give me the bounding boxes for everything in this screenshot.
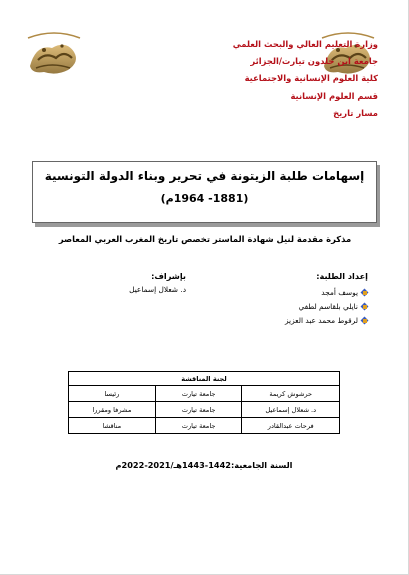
member-name: حرشوش كريمة <box>242 386 340 402</box>
member-role: رئيسا <box>69 386 156 402</box>
thesis-period: (1881- 1964م) <box>160 192 249 205</box>
student-name: يوسف أمجد <box>321 287 358 297</box>
table-row <box>69 418 340 434</box>
bullet-icon <box>361 289 368 296</box>
university-name: جامعة ابن خلدون تيارت/الجزائر <box>250 56 378 67</box>
university-logo-left <box>22 26 86 82</box>
student-item <box>248 285 368 299</box>
thesis-title: إسهامات طلبة الزيتونة في تحرير وبناء الدولة التونسية <box>44 169 365 183</box>
thesis-title-box <box>32 161 377 223</box>
academic-year: السنة الجامعية:1442-1443هـ/2021-2022م <box>115 460 293 470</box>
student-name: نايلي بلقاسم لطفي <box>298 301 358 311</box>
committee-table <box>68 371 340 434</box>
supervisor-heading: بإشراف: <box>151 271 186 281</box>
track-name: مسار تاريخ <box>333 107 378 118</box>
faculty-name: كلية العلوم الإنسانية والاجتماعية <box>244 73 378 84</box>
supervisor-section <box>86 271 186 294</box>
bullet-icon <box>361 317 368 324</box>
institution-header <box>198 36 378 122</box>
member-university: جامعة تيارت <box>155 418 242 434</box>
table-row <box>69 402 340 418</box>
students-section <box>248 271 368 327</box>
table-row <box>69 386 340 402</box>
member-name: فرحات عبدالقادر <box>242 418 340 434</box>
supervisor-name: د. شعلال إسماعيل <box>129 285 186 294</box>
member-role: مناقشا <box>69 418 156 434</box>
bullet-icon <box>361 303 368 310</box>
ministry-name: وزارة التعليم العالي والبحث العلمي <box>232 39 378 49</box>
committee-heading: لجنة المناقشة <box>69 372 340 386</box>
student-name: لرقوط محمد عبد العزيز <box>284 315 358 325</box>
university-logo-icon <box>22 26 86 82</box>
member-role: مشرفا ومقررا <box>69 402 156 418</box>
student-item <box>248 313 368 327</box>
member-university: جامعة تيارت <box>155 386 242 402</box>
member-name: د. شعلال إسماعيل <box>242 402 340 418</box>
department-name: قسم العلوم الإنسانية <box>290 90 378 101</box>
students-heading: إعداد الطلبة: <box>316 271 368 281</box>
memo-description: مذكرة مقدمة لنيل شهادة الماستر تخصص تاريخ المغرب العربي المعاصر <box>58 234 352 244</box>
member-university: جامعة تيارت <box>155 402 242 418</box>
table-header-row <box>69 372 340 386</box>
student-item <box>248 299 368 313</box>
